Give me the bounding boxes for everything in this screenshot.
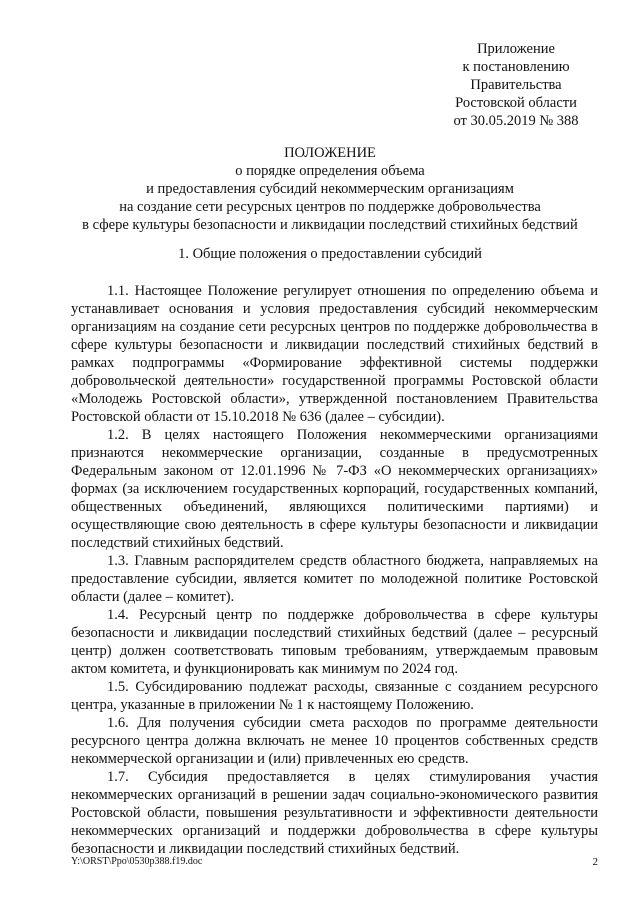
paragraph-1-5: 1.5. Субсидированию подлежат расходы, связанные с созданием ресурсного центра, указанные в приложении № 1 к настоящему Положению. bbox=[71, 679, 598, 713]
title-main: ПОЛОЖЕНИЕ bbox=[284, 145, 376, 161]
page-number: 2 bbox=[592, 856, 598, 868]
paragraph-1-4: 1.4. Ресурсный центр по поддержке добровольчества в сфере культуры безопасности и ликвидации последствий стихийных бедствий (далее – ресурсный центр) должен соответствовать типовым требованиям, утверждаемым правовым актом комитета, и функционировать как минимум по 2024 год. bbox=[71, 607, 598, 677]
title-line: на создание сети ресурсных центров по поддержке добровольчества bbox=[119, 199, 541, 215]
title-line: и предоставления субсидий некоммерческим организациям bbox=[146, 181, 514, 197]
appendix-header bbox=[396, 40, 636, 130]
paragraph-1-1: 1.1. Настоящее Положение регулирует отношения по определению объема и устанавливает основания и условия предоставления субсидий некоммерческим организациям на создание сети ресурсных центров по поддержке добровольчества в сфере культуры безопасности и ликвидации последствий стихийных бедствий в рамках подпрограммы «Формирование эффективной системы поддержки добровольческой деятельности» государственной программы Ростовской области «Молодежь Ростовской области», утвержденной постановлением Правительства Ростовской области от 15.10.2018 № 636 (далее – субсидии). bbox=[71, 283, 598, 425]
paragraph-1-7: 1.7. Субсидия предоставляется в целях стимулирования участия некоммерческих организаций в решении задач социально-экономического развития Ростовской области, повышения результативности и эффективности деятельности некоммерческих организаций и поддержки добровольчества в сфере культуры безопасности и ликвидации последствий стихийных бедствий. bbox=[71, 769, 598, 857]
document-body bbox=[71, 282, 598, 858]
paragraph-1-6: 1.6. Для получения субсидии смета расходов по программе деятельности ресурсного центра должна включать не менее 10 процентов собственных средств некоммерческой организации и (или) привлеченных ею средств. bbox=[71, 715, 598, 767]
appendix-line: Ростовской области bbox=[455, 95, 577, 111]
footer-file-path: Y:\ORST\Ppo\0530p388.f19.doc bbox=[71, 856, 203, 867]
appendix-line: к постановлению bbox=[462, 59, 570, 75]
paragraph-1-2: 1.2. В целях настоящего Положения некоммерческими организациями признаются некоммерческие организации, созданные в предусмотренных Федеральным законом от 12.01.1996 № 7-ФЗ «О некоммерческих организациях» формах (за исключением государственных корпораций, государственных компаний, общественных объединений, являющихся политическими партиями) и осуществляющие свою деятельность в сфере культуры безопасности и ликвидации последствий стихийных бедствий. bbox=[71, 427, 598, 551]
appendix-line: от 30.05.2019 № 388 bbox=[453, 113, 579, 129]
document-title bbox=[40, 144, 620, 234]
appendix-line: Правительства bbox=[470, 77, 562, 93]
title-line: о порядке определения объема bbox=[235, 163, 425, 179]
section-heading: 1. Общие положения о предоставлении субсидий bbox=[178, 246, 482, 262]
appendix-line: Приложение bbox=[477, 41, 555, 57]
title-line: в сфере культуры безопасности и ликвидации последствий стихийных бедствий bbox=[82, 217, 578, 233]
paragraph-1-3: 1.3. Главным распорядителем средств областного бюджета, направляемых на предоставление субсидии, является комитет по молодежной политике Ростовской области (далее – комитет). bbox=[71, 553, 598, 605]
